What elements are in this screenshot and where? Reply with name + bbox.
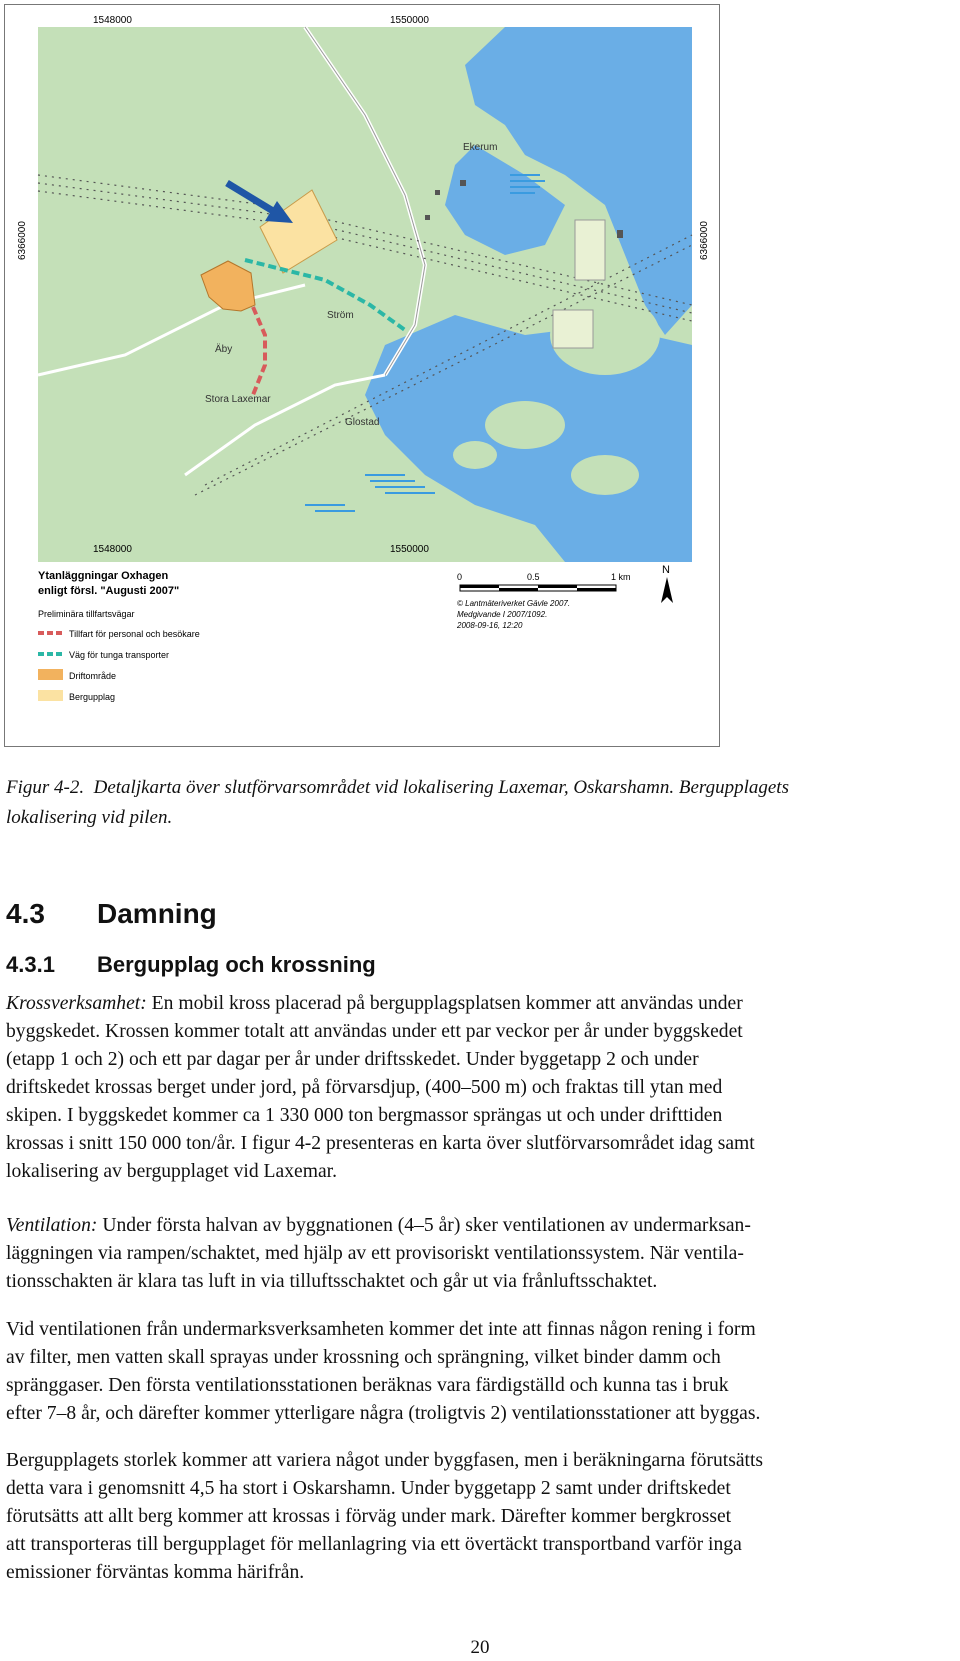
coord-x-right-bottom: 1550000 <box>390 544 429 555</box>
scale-0: 0 <box>457 572 463 582</box>
legend-swatch-drift <box>38 669 63 680</box>
scale-05: 0.5 <box>527 572 540 582</box>
island-3 <box>571 455 639 495</box>
paragraph-krossverksamhet <box>6 990 954 1186</box>
p3-line: Vid ventilationen från undermarksverksamheten kommer det inte att finnas någon rening i form <box>6 1319 756 1340</box>
legend-item-2: Driftområde <box>69 671 117 681</box>
section-title: Damning <box>97 898 217 929</box>
scale-1km: 1 km <box>611 572 631 582</box>
paragraph-ventilation <box>6 1212 954 1296</box>
p1-lead: Krossverksamhet: <box>6 993 147 1014</box>
p1-line: byggskedet. Krossen kommer totalt att användas under ett par veckor per år under byggskedet <box>6 1021 743 1042</box>
paragraph-bergupplag <box>6 1447 954 1587</box>
paragraph-ventilation-filter <box>6 1316 954 1428</box>
p3-line: spränggaser. Den första ventilationsstationen beräknas vara färdigställd och kunna tas i bruk <box>6 1375 729 1396</box>
svg-text:N: N <box>662 564 670 576</box>
p2-line: tionsschakten är klara tas luft in via tilluftsschaktet och går ut via frånluftsschaktet. <box>6 1271 658 1292</box>
caption-text-2: lokalisering vid pilen. <box>6 807 173 828</box>
caption-text: Detaljkarta över slutförvarsområdet vid lokalisering Laxemar, Oskarshamn. Bergupplagets <box>93 777 789 798</box>
caption-label: Figur 4-2. <box>6 777 85 798</box>
p3-line: av filter, men vatten skall sprayas under krossning och sprängning, vilket binder damm och <box>6 1347 721 1368</box>
scale-bar <box>457 572 631 591</box>
coord-x-left-bottom: 1548000 <box>93 544 132 555</box>
island-4 <box>453 441 497 469</box>
subsection-title: Bergupplag och krossning <box>97 952 376 977</box>
place-ekerum: Ekerum <box>463 142 498 153</box>
figure-caption <box>6 773 946 833</box>
p2-line: läggningen via rampen/schaktet, med hjälp av ett provisoriskt ventilationssystem. När ventila- <box>6 1243 744 1264</box>
p1-line: driftskedet krossas berget under jord, på förvarsdjup, (400–500 m) och fraktas till ytan med <box>6 1077 723 1098</box>
coord-x-right: 1550000 <box>390 15 429 26</box>
map-figure <box>4 4 720 747</box>
p1-line: En mobil kross placerad på bergupplagsplatsen kommer att användas under <box>146 993 743 1014</box>
p1-line: lokalisering av bergupplaget vid Laxemar. <box>6 1161 337 1182</box>
legend-item-0: Tillfart för personal och besökare <box>69 629 200 639</box>
place-aby: Äby <box>215 344 233 355</box>
legend-item-1: Väg för tunga transporter <box>69 650 170 660</box>
subsection-number: 4.3.1 <box>6 952 55 977</box>
map-svg <box>5 5 721 748</box>
p1-line: (etapp 1 och 2) och ett par dagar per år under driftsskedet. Under byggetapp 2 och under <box>6 1049 699 1070</box>
credit-1: © Lantmäteriverket Gävle 2007. <box>457 599 571 608</box>
credit-2: Medgivande I 2007/1092. <box>457 610 548 619</box>
legend-title-1: Ytanläggningar Oxhagen <box>38 570 169 582</box>
legend <box>38 570 200 702</box>
coord-y-right: 6366000 <box>699 221 710 260</box>
p4-line: förutsätts att allt berg kommer att krossas i förväg under mark. Därefter kommer bergkrosset <box>6 1506 732 1527</box>
p1-line: krossas i snitt 150 000 ton/år. I figur 4-2 presenteras en karta över slutförvarsområdet idag samt <box>6 1133 755 1154</box>
p1-line: skipen. I byggskedet kommer ca 1 330 000 ton bergmassor sprängas ut och under drifttiden <box>6 1105 723 1126</box>
section-heading <box>6 898 217 930</box>
legend-title-2: enligt försl. "Augusti 2007" <box>38 585 180 597</box>
p2-line: Under första halvan av byggnationen (4–5 år) sker ventilationen av undermarksan- <box>97 1215 751 1236</box>
subsection-heading <box>6 952 376 978</box>
credit-3: 2008-09-16, 12:20 <box>457 621 523 630</box>
legend-subtitle: Preliminära tillfartsvägar <box>38 609 135 619</box>
page-number: 20 <box>470 1637 490 1658</box>
p2-lead: Ventilation: <box>6 1215 98 1236</box>
p4-line: Bergupplagets storlek kommer att variera något under byggfasen, men i beräkningarna förutsätts <box>6 1450 764 1471</box>
north-arrow-icon <box>661 564 673 603</box>
place-stora-laxemar: Stora Laxemar <box>205 394 271 405</box>
p4-line: detta vara i genomsnitt 4,5 ha stort i Oskarshamn. Under byggetapp 2 samt under driftskedet <box>6 1478 731 1499</box>
p4-line: att transporteras till bergupplaget för mellanlagring via ett övertäckt transportband varför inga <box>6 1534 742 1555</box>
coord-x-left: 1548000 <box>93 15 132 26</box>
coord-y-left: 6366000 <box>17 221 28 260</box>
legend-item-3: Bergupplag <box>69 692 116 702</box>
island-2 <box>485 401 565 449</box>
legend-swatch-berg <box>38 690 63 701</box>
section-number: 4.3 <box>6 898 45 929</box>
p3-line: efter 7–8 år, och därefter kommer ytterligare några (troligtvis 2) ventilationsstationer att byggas. <box>6 1403 761 1424</box>
place-glostad: Glostad <box>345 417 380 428</box>
p4-line: emissioner förväntas komma härifrån. <box>6 1562 305 1583</box>
place-strom: Ström <box>327 310 354 321</box>
